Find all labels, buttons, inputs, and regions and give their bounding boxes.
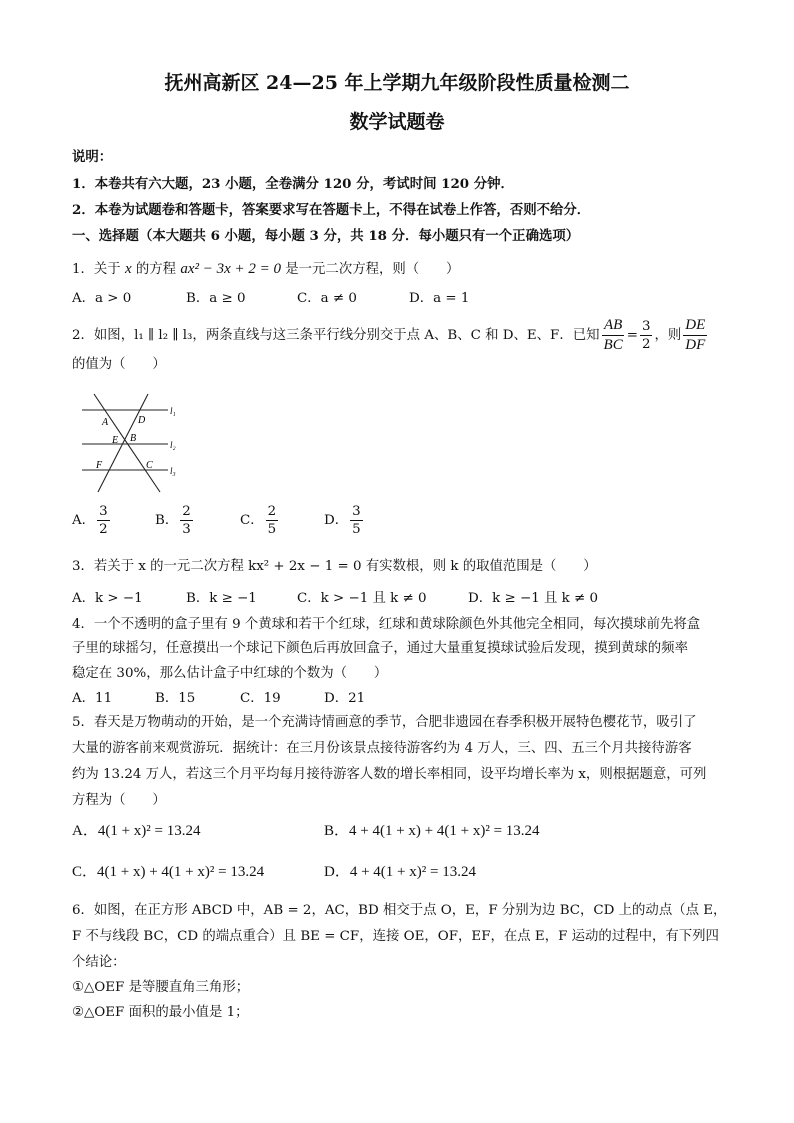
q2-given-fraction [640, 320, 653, 352]
question-6-line-2: F 不与线段 BC，CD 的端点重合）且 BE = CF，连接 OE，OF，EF，在点 E，F 运动的过程中，有下列四 [72, 929, 719, 944]
question-6-line-1: 6．如图，在正方形 ABCD 中，AB = 2，AC，BD 相交于点 O，E，F 分别为边 BC，CD 上的动点（点 E， [72, 903, 727, 918]
q5-option-d: D．4 + 4(1 + x)² = 13.24 [324, 864, 476, 880]
q2-option-b-fraction [180, 505, 193, 537]
q2-option-c-den: 5 [267, 522, 277, 538]
q2-option-d-label: D． [324, 513, 349, 529]
question-6-line-3: 个结论： [72, 955, 126, 970]
q2-text: 2．如图，l₁ ∥ l₂ ∥ l₃，两条直线与这三条平行线分别交于点 A、B、C 和 D、E、F．已知 [72, 327, 600, 343]
q2-line-2: 的值为（ ） [72, 357, 166, 372]
q4-option-c: C．19 [240, 691, 281, 706]
q2-option-c [240, 505, 280, 537]
transversal-1 [94, 394, 160, 492]
q2-option-a-den: 2 [99, 522, 108, 538]
q2-ask-fraction [683, 318, 707, 353]
q2-given-den: 2 [641, 337, 651, 352]
q1-option-d: D．a = 1 [409, 291, 470, 306]
q2-ask-num: DE [683, 318, 707, 336]
q4-option-a: A．11 [72, 691, 113, 706]
q2-option-c-num: 2 [266, 505, 279, 521]
q1-post: 是一元二次方程，则（ ） [281, 262, 460, 277]
label-C: C [146, 460, 153, 471]
q2-option-a [72, 505, 112, 537]
question-1 [72, 262, 734, 277]
label-B: B [130, 433, 137, 444]
q1-option-b: B．a ≥ 0 [186, 291, 246, 306]
label-l1: l₁ [170, 406, 176, 416]
exam-subtitle: 数学试题卷 [349, 111, 445, 133]
q2-option-a-fraction [97, 505, 110, 537]
q2-option-b-label: B． [155, 513, 179, 529]
q2-then: ，则 [654, 327, 682, 343]
section-1-heading: 一、选择题（本大题共 6 小题，每小题 3 分，共 18 分．每小题只有一个正确选项） [72, 228, 580, 244]
q5-option-a: A．4(1 + x)² = 13.24 [72, 823, 201, 839]
q2-given-num: 3 [640, 320, 653, 336]
q2-parallel-lines-figure [72, 388, 192, 500]
notes-line-2: 2．本卷为试题卷和答题卡，答案要求写在答题卡上，不得在试卷上作答，否则不给分． [72, 202, 591, 218]
q1-option-a: A．a > 0 [72, 291, 132, 306]
label-D: D [138, 415, 146, 426]
question-2 [72, 318, 734, 353]
q5-option-c: C．4(1 + x) + 4(1 + x)² = 13.24 [72, 864, 265, 880]
question-5-line-1: 5．春天是万物萌动的开始，是一个充满诗情画意的季节，合肥非遗园在春季积极开展特色樱花节，吸引了 [72, 715, 697, 730]
q3-option-d: D．k ≥ −1 且 k ≠ 0 [468, 591, 598, 606]
q2-option-c-label: C． [240, 513, 264, 529]
q1-pre: 1．关于 [72, 262, 125, 277]
q2-option-d-fraction [350, 505, 363, 537]
question-6-conclusion-2: ②△OEF 面积的最小值是 1； [72, 1005, 249, 1020]
question-5-line-3: 约为 13.24 万人，若这三个月平均每月接待游客人数的增长率相同，设平均增长率为 x，则根据题意，可列 [72, 767, 707, 782]
q1-mid: 的方程 [131, 262, 181, 277]
q2-option-b-num: 2 [180, 505, 193, 521]
q4-option-b: B．15 [155, 691, 196, 706]
exam-title: 抚州高新区 24—25 年上学期九年级阶段性质量检测二 [164, 72, 630, 94]
question-3: 3．若关于 x 的一元二次方程 kx² + 2x − 1 = 0 有实数根，则 k 的取值范围是（ ） [72, 559, 597, 574]
q3-option-b: B．k ≥ −1 [186, 591, 257, 606]
q2-option-a-num: 3 [97, 505, 110, 521]
q2-equals: = [626, 327, 638, 343]
label-A: A [102, 417, 109, 428]
q2-option-b [155, 505, 195, 537]
question-4-line-1: 4．一个不透明的盒子里有 9 个黄球和若干个红球，红球和黄球除颜色外其他完全相同，每次摸球前先将盒 [72, 617, 701, 632]
q1-var: x [124, 261, 132, 277]
label-F: F [96, 460, 103, 471]
q2-ratio-num: AB [602, 318, 624, 336]
notes-line-1: 1．本卷共有六大题，23 小题，全卷满分 120 分，考试时间 120 分钟． [72, 176, 514, 192]
q2-option-b-den: 3 [182, 522, 191, 538]
q2-option-d-num: 3 [350, 505, 363, 521]
transversal-2 [98, 394, 148, 492]
q2-option-d-den: 5 [352, 522, 361, 538]
label-l2: l₂ [170, 440, 176, 450]
question-4-line-3: 稳定在 30%，那么估计盒子中红球的个数为（ ） [72, 666, 388, 681]
q4-option-d: D．21 [324, 691, 366, 706]
question-5-line-4: 方程为（ ） [72, 793, 166, 808]
label-l3: l₃ [170, 466, 176, 476]
q3-option-c: C．k > −1 且 k ≠ 0 [297, 591, 427, 606]
q1-option-c: C．a ≠ 0 [297, 291, 357, 306]
question-5-line-2: 大量的游客前来观赏游玩．据统计：在三月份该景点接待游客约为 4 万人，三、四、五三个月共接待游客 [72, 741, 692, 756]
q2-ask-den: DF [685, 337, 706, 353]
notes-heading: 说明： [72, 149, 113, 165]
q2-ratio-ab-bc [602, 318, 625, 353]
q2-ratio-den: BC [603, 337, 623, 353]
q2-option-d [324, 505, 365, 537]
q2-option-a-label: A． [72, 513, 96, 529]
q5-option-b: B．4 + 4(1 + x) + 4(1 + x)² = 13.24 [324, 823, 540, 839]
label-E: E [112, 435, 119, 446]
q3-option-a: A．k > −1 [72, 591, 143, 606]
question-4-line-2: 子里的球摇匀，任意摸出一个球记下颜色后再放回盒子，通过大量重复摸球试验后发现，摸到黄球的频率 [72, 641, 688, 656]
q2-option-c-fraction [266, 505, 279, 537]
q1-equation: ax² − 3x + 2 = 0 [180, 261, 281, 277]
question-6-conclusion-1: ①△OEF 是等腰直角三角形； [72, 980, 250, 995]
